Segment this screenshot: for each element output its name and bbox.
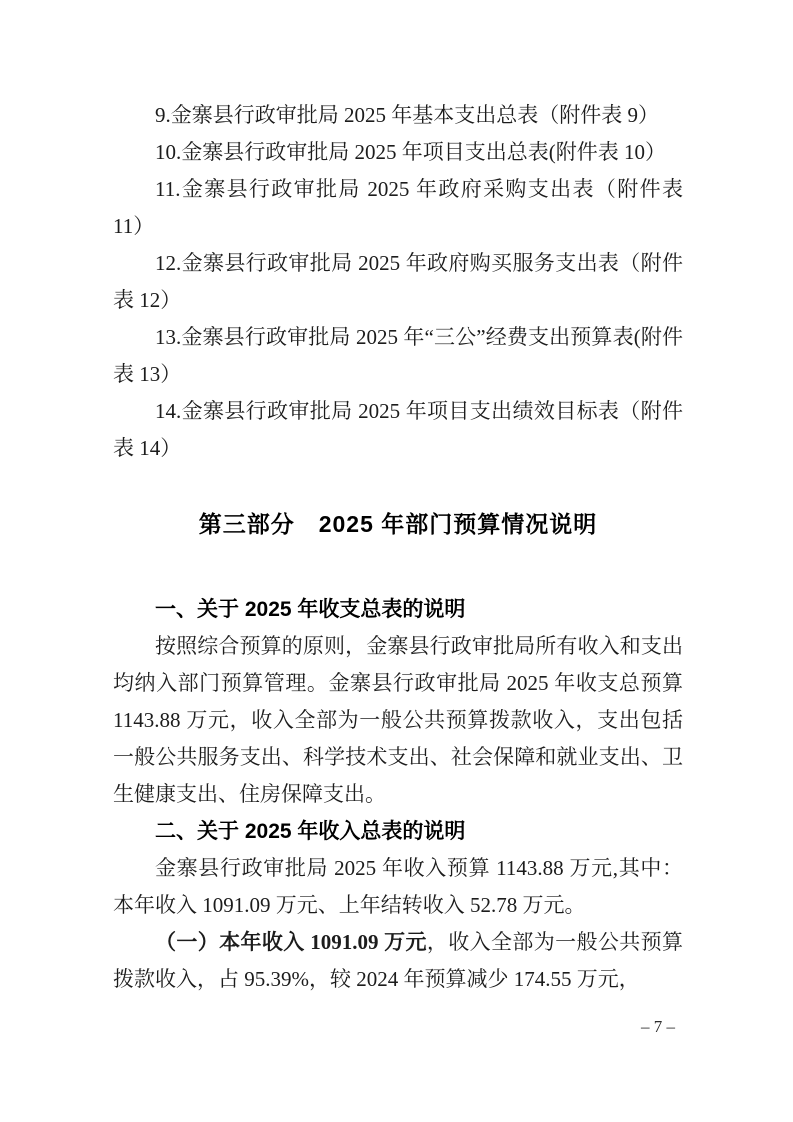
part-heading: 第三部分 2025 年部门预算情况说明 (198, 511, 598, 537)
emphasis-regular-text: ，收入全部为一般公共预算拨款收入，占 95.39%，较 2024 年预算减少 174.55 万元， (113, 930, 683, 991)
section-title-income-expense: 一、关于 2025 年收支总表的说明 (155, 598, 466, 621)
emphasis-paragraph (113, 924, 683, 998)
section-paragraph: 金寨县行政审批局 2025 年收入预算 1143.88 万元,其中：本年收入 1091.09 万元、上年结转收入 52.78 万元。 (113, 856, 683, 917)
attachment-list-item-9: 9.金寨县行政审批局 2025 年基本支出总表（附件表 9） (155, 103, 659, 127)
attachment-list-item-13: 13.金寨县行政审批局 2025 年“三公”经费支出预算表(附件表 13） (113, 325, 683, 386)
attachment-list-item-12: 12.金寨县行政审批局 2025 年政府购买服务支出表（附件表 12） (113, 251, 683, 312)
emphasis-bold-text: （一）本年收入 1091.09 万元 (155, 930, 427, 954)
attachment-list-item-11: 11.金寨县行政审批局 2025 年政府采购支出表（附件表 11） (113, 177, 683, 238)
section-paragraph: 按照综合预算的原则，金寨县行政审批局所有收入和支出均纳入部门预算管理。金寨县行政审批局 2025 年收支总预算 1143.88 万元，收入全部为一般公共预算拨款收入，支出包括一般公共服务支出、科学技术支出、社会保障和就业支出、卫生健康支出、住房保障支出。 (113, 634, 683, 806)
page-number: – 7 – (641, 1017, 675, 1036)
attachment-list-item-14: 14.金寨县行政审批局 2025 年项目支出绩效目标表（附件表 14） (113, 399, 683, 460)
document-content (113, 0, 683, 998)
section-title-income: 二、关于 2025 年收入总表的说明 (155, 820, 466, 843)
attachment-list-item-10: 10.金寨县行政审批局 2025 年项目支出总表(附件表 10） (155, 140, 666, 164)
page-footer (641, 1016, 675, 1038)
